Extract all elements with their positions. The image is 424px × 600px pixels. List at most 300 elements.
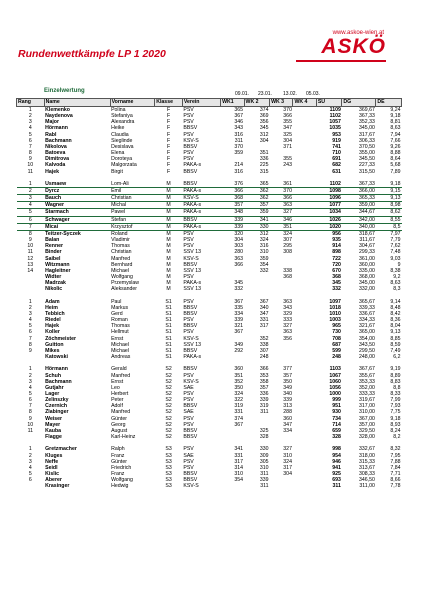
cell-klasse: F xyxy=(166,162,171,169)
cell-klasse: S2 xyxy=(165,409,172,416)
cell-wk4 xyxy=(293,202,316,209)
cell-de: 8,42 xyxy=(390,310,401,317)
cell-klasse: M xyxy=(166,237,171,244)
cell-su: 710 xyxy=(332,150,341,157)
cell-vorname: Franz xyxy=(111,452,125,459)
cell-wk2: 339 xyxy=(259,477,269,484)
cell-de: 7,79 xyxy=(390,237,401,244)
cell-su: 730 xyxy=(332,329,341,336)
cell-dg: 345,50 xyxy=(359,156,375,163)
cell-de: 8,89 xyxy=(390,372,401,379)
cell-verein: PSV xyxy=(183,156,194,163)
cell-dg: 354,00 xyxy=(359,335,375,342)
cell-wk3: 363 xyxy=(283,329,292,336)
cell-name: Bauch xyxy=(44,195,110,202)
cell-rang: 3 xyxy=(17,195,45,202)
cell-de: 8,24 xyxy=(390,427,401,434)
col-klasse: Klasse xyxy=(155,99,183,107)
cell-dg: 317,00 xyxy=(359,403,375,410)
cell-rang: 8 xyxy=(28,341,32,348)
cell-verein: BBSV xyxy=(183,323,198,330)
logo-underline xyxy=(296,60,386,62)
cell-wk2: 325 xyxy=(259,427,269,434)
cell-vorname: Friedrich xyxy=(111,464,132,471)
cell-wk3: 350 xyxy=(283,378,292,385)
cell-de: 8,88 xyxy=(390,150,401,157)
cell-verein: PSV xyxy=(183,131,194,138)
cell-wk2: 312 xyxy=(259,230,269,237)
cell-de: 7,49 xyxy=(390,347,401,354)
cell-rang: 1 xyxy=(28,366,32,373)
cell-su: 631 xyxy=(332,168,341,175)
cell-name: Schuh xyxy=(45,372,61,379)
cell-dg: 366,00 xyxy=(342,188,376,195)
cell-name: Lager xyxy=(45,390,60,397)
cell-vorname: Manfred xyxy=(111,372,131,379)
cell-dg: 353,33 xyxy=(359,378,375,385)
cell-verein: KSV-S xyxy=(183,255,199,262)
cell-wk2: 339 xyxy=(259,397,269,404)
cell-klasse: F xyxy=(166,119,171,126)
cell-de: 7,84 xyxy=(390,464,401,471)
cell-klasse: M xyxy=(166,280,171,287)
cell-wk2: 362 xyxy=(244,188,270,195)
cell-verein: BBSV xyxy=(183,180,198,187)
cell-su: 1109 xyxy=(329,107,341,113)
cell-su: 734 xyxy=(332,415,341,422)
cell-de: 8,66 xyxy=(390,477,401,484)
cell-wk1: 304 xyxy=(234,237,244,244)
website-url[interactable]: www.askoe-wien.at xyxy=(332,30,384,36)
cell-vorname: Gerd xyxy=(111,310,123,317)
cell-vorname: Bernhard xyxy=(111,261,133,268)
cell-wk1: 359 xyxy=(234,150,244,157)
cell-verein: PSV xyxy=(183,446,194,453)
cell-su: 328 xyxy=(332,434,341,441)
cell-klasse: S2 xyxy=(165,421,172,428)
cell-wk3: 317 xyxy=(283,464,292,471)
cell-dg: 311,67 xyxy=(359,237,375,244)
cell-rang: 3 xyxy=(28,310,32,317)
cell-wk3: 334 xyxy=(283,427,292,434)
cell-wk1: 348 xyxy=(221,209,244,216)
cell-de: 8,38 xyxy=(390,267,401,274)
cell-rang: 1 xyxy=(28,446,32,453)
cell-verein: BBSV xyxy=(183,427,198,434)
cell-wk3: 370 xyxy=(270,188,293,195)
cell-su: 1000 xyxy=(329,390,341,397)
cell-rang: 10 xyxy=(27,243,34,250)
cell-name: Zöchmeister xyxy=(45,335,76,342)
cell-verein: BBSV xyxy=(183,434,198,441)
table-row xyxy=(17,188,402,195)
cell-name: Guitton xyxy=(45,341,64,348)
cell-verein: PSV xyxy=(183,464,194,471)
cell-su: 670 xyxy=(332,267,341,274)
cell-klasse: M xyxy=(166,249,171,256)
cell-de: 8,55 xyxy=(376,216,402,223)
cell-klasse: M xyxy=(155,216,183,223)
cell-wk3: 313 xyxy=(283,403,292,410)
cell-vorname: Wolfgang xyxy=(111,274,133,281)
cell-name: Naydenova xyxy=(45,113,73,120)
cell-wk3: 355 xyxy=(283,119,292,126)
cell-rang: 8 xyxy=(28,230,32,237)
cell-su: 693 xyxy=(332,477,341,484)
cell-wk1: 349 xyxy=(234,341,244,348)
cell-rang: 9 xyxy=(28,347,32,354)
cell-de: 9,03 xyxy=(390,255,401,262)
cell-rang: 8 xyxy=(28,409,32,416)
cell-de: 9,18 xyxy=(390,180,401,187)
table-row xyxy=(17,202,402,209)
cell-rang: 6 xyxy=(28,137,32,144)
cell-rang: 9 xyxy=(28,415,32,422)
cell-rang: 5 xyxy=(28,471,32,477)
cell-su: 898 xyxy=(332,249,341,256)
cell-wk2: 352 xyxy=(259,335,269,342)
cell-dg: 299,50 xyxy=(359,347,375,354)
cell-dg: 321,67 xyxy=(359,323,375,330)
cell-dg: 315,50 xyxy=(359,168,375,175)
cell-verein: PAKA-s xyxy=(183,280,202,287)
cell-su: 965 xyxy=(332,323,341,330)
cell-dg: 344,67 xyxy=(342,209,376,216)
cell-de: 8,32 xyxy=(390,446,401,453)
cell-wk1: 320 xyxy=(234,230,244,237)
cell-wk3: 295 xyxy=(283,243,292,250)
cell-klasse: M xyxy=(155,202,183,209)
cell-name: Balan xyxy=(45,237,60,244)
cell-rang: 7 xyxy=(28,143,32,150)
cell-klasse: M xyxy=(166,243,171,250)
cell-name: Binder xyxy=(45,249,62,256)
cell-dg: 319,67 xyxy=(359,397,375,404)
cell-klasse: S2 xyxy=(165,434,172,441)
cell-wk3: 333 xyxy=(283,317,292,324)
cell-dg: 318,67 xyxy=(359,230,375,237)
cell-de: 9,24 xyxy=(390,107,401,113)
cell-wk3: 357 xyxy=(283,372,292,379)
cell-wk3: 304 xyxy=(283,471,292,477)
cell-wk2: 362 xyxy=(244,195,270,202)
cell-rang: 3 xyxy=(28,378,32,385)
cell-rang: 2 xyxy=(28,372,32,379)
cell-vorname: Christian xyxy=(111,249,132,256)
cell-name: Krasinger xyxy=(45,483,70,490)
cell-dg: 361,00 xyxy=(359,255,375,262)
cell-rang: 2 xyxy=(28,113,32,120)
cell-name: Gretzmacher xyxy=(45,446,77,453)
cell-su: 1026 xyxy=(316,216,342,223)
cell-name: Klemenko xyxy=(45,107,70,113)
table-header-row xyxy=(17,99,402,107)
cell-vorname: Roman xyxy=(111,317,128,324)
cell-su: 345 xyxy=(332,280,341,287)
cell-vorname: August xyxy=(111,427,128,434)
cell-rang: 5 xyxy=(28,131,32,138)
cell-klasse: F xyxy=(166,143,171,150)
cell-rang: 5 xyxy=(28,390,32,397)
cell-wk3: 310 xyxy=(283,452,292,459)
cell-verein: BBSV xyxy=(183,143,198,150)
cell-klasse: S2 xyxy=(165,366,172,373)
cell-dg: 355,67 xyxy=(359,372,375,379)
cell-name: Hajek xyxy=(45,168,59,175)
cell-verein: BBSV xyxy=(183,261,198,268)
cell-wk3: 347 xyxy=(283,125,292,132)
cell-wk3: 327 xyxy=(270,209,293,216)
cell-wk1: 335 xyxy=(234,304,244,311)
cell-wk3: 343 xyxy=(283,304,292,311)
cell-rang: 6 xyxy=(28,329,32,336)
cell-dg: 355,00 xyxy=(359,150,375,157)
cell-wk3: 339 xyxy=(283,397,292,404)
cell-de: 5,68 xyxy=(390,162,401,169)
cell-wk1: 345 xyxy=(234,280,244,287)
cell-dg: 345,00 xyxy=(359,125,375,132)
cell-de: 9,13 xyxy=(390,329,401,336)
cell-wk1: 339 xyxy=(221,223,244,230)
cell-name: Dyrcz xyxy=(44,188,110,195)
cell-wk2: 310 xyxy=(259,464,269,471)
cell-name: Micai xyxy=(44,223,110,230)
cell-wk1: 365 xyxy=(234,107,244,113)
cell-su: 1098 xyxy=(316,188,342,195)
cell-name: Wagner xyxy=(44,202,110,209)
cell-su: 946 xyxy=(332,458,341,465)
cell-verein: SSV 13 xyxy=(183,249,201,256)
cell-su: 954 xyxy=(332,452,341,459)
cell-dg: 352,33 xyxy=(359,119,375,126)
cell-wk2: 369 xyxy=(259,113,269,120)
table-row xyxy=(17,209,402,216)
cell-wk1: 331 xyxy=(234,409,244,416)
cell-vorname: Markus xyxy=(111,304,129,311)
cell-dg: 299,33 xyxy=(359,249,375,256)
cell-wk2: 359 xyxy=(259,255,269,262)
cell-wk1: 214 xyxy=(234,162,244,169)
cell-verein: BBSV xyxy=(183,168,198,175)
cell-klasse: S2 xyxy=(165,403,172,410)
cell-vorname: Michal xyxy=(110,202,155,209)
cell-su: 953 xyxy=(332,131,341,138)
cell-su: 1077 xyxy=(316,202,342,209)
cell-wk3: 368 xyxy=(283,274,292,281)
col-vorname: Vorname xyxy=(110,99,155,107)
cell-dg: 335,00 xyxy=(359,267,375,274)
cell-rang: 11 xyxy=(27,168,34,175)
cell-dg: 310,00 xyxy=(359,409,375,416)
cell-wk1: 316 xyxy=(234,131,244,138)
cell-su: 1010 xyxy=(329,310,341,317)
cell-rang: 13 xyxy=(27,261,34,268)
cell-wk3: 377 xyxy=(283,366,292,373)
cell-wk3: 308 xyxy=(283,249,292,256)
cell-verein: BBSV xyxy=(183,403,198,410)
cell-rang: 8 xyxy=(28,150,32,157)
cell-verein: PSV xyxy=(183,458,194,465)
cell-wk1: 319 xyxy=(234,403,244,410)
cell-verein: PSV xyxy=(183,150,194,157)
cell-verein: PSV xyxy=(183,107,194,113)
cell-wk1: 376 xyxy=(234,180,244,187)
cell-dg: 308,33 xyxy=(359,471,375,477)
cell-wk2: 319 xyxy=(259,403,269,410)
cell-de: 9,18 xyxy=(390,113,401,120)
cell-de: 7,88 xyxy=(390,458,401,465)
cell-wk3: 363 xyxy=(283,298,292,305)
cell-de: 8,64 xyxy=(390,156,401,163)
cell-verein: BBSV xyxy=(183,310,198,317)
cell-dg: 360,00 xyxy=(359,261,375,268)
cell-wk2: 307 xyxy=(259,347,269,354)
cell-verein: PSV xyxy=(183,421,194,428)
cell-de: 7,78 xyxy=(390,483,401,490)
cell-wk3: 307 xyxy=(283,237,292,244)
cell-name: Katowski xyxy=(45,354,68,361)
cell-wk2: 311 xyxy=(260,483,269,490)
cell-wk3: 351 xyxy=(270,223,293,230)
cell-klasse: M xyxy=(166,267,171,274)
cell-su: 919 xyxy=(332,137,341,144)
cell-wk1: 370 xyxy=(234,143,244,150)
cell-name: Widter xyxy=(45,274,62,281)
cell-dg: 340,00 xyxy=(342,223,376,230)
cell-wk4 xyxy=(293,230,316,237)
cell-su: 1103 xyxy=(329,366,341,373)
cell-name: Hörmann xyxy=(45,366,68,373)
cell-wk2: 351 xyxy=(259,150,269,157)
cell-klasse: F xyxy=(166,131,171,138)
cell-klasse: M xyxy=(155,188,183,195)
cell-dg: 333,33 xyxy=(359,390,375,397)
cell-rang: 4 xyxy=(28,317,32,324)
cell-rang xyxy=(17,483,45,489)
cell-wk2: 317 xyxy=(259,323,269,330)
cell-dg: 332,00 xyxy=(359,286,375,293)
table-row xyxy=(17,230,402,237)
cell-klasse: S1 xyxy=(165,323,172,330)
cell-klasse: S2 xyxy=(165,372,172,379)
cell-vorname: Ernst xyxy=(111,335,124,342)
cell-verein: PSV xyxy=(183,317,194,324)
cell-wk3: 325 xyxy=(283,131,292,138)
cell-dg: 367,67 xyxy=(359,366,375,373)
cell-verein: PSV xyxy=(183,243,194,250)
cell-klasse: S1 xyxy=(165,298,172,305)
cell-name: Nikolic xyxy=(45,286,63,293)
askoe-logo: ASKÖ xyxy=(321,35,386,58)
cell-de: 7,48 xyxy=(390,249,401,256)
cell-name: Renner xyxy=(45,243,64,250)
cell-klasse: M xyxy=(166,274,171,281)
cell-wk1: 374 xyxy=(234,415,244,422)
cell-klasse: M xyxy=(166,255,171,262)
cell-vorname: Christian xyxy=(110,195,155,202)
cell-rang: 9 xyxy=(28,156,32,163)
cell-klasse: S3 xyxy=(165,483,172,490)
cell-klasse: M xyxy=(166,230,171,237)
cell-dg: 368,00 xyxy=(359,274,375,281)
cell-de: 7,97 xyxy=(390,230,401,237)
cell-wk2: 332 xyxy=(259,267,269,274)
cell-dg: 311,00 xyxy=(359,483,375,490)
cell-dg: 304,67 xyxy=(359,243,375,250)
cell-wk4 xyxy=(293,195,316,202)
cell-vorname: Wolfgang xyxy=(111,477,133,484)
cell-verein: BBSV xyxy=(183,477,198,484)
cell-su: 311 xyxy=(332,483,341,490)
cell-name: Witzmann xyxy=(45,261,70,268)
cell-verein: KSV-S xyxy=(183,137,199,144)
cell-verein: PSV xyxy=(183,372,194,379)
cell-vorname: Franz xyxy=(111,471,125,477)
cell-de: 7,99 xyxy=(390,397,401,404)
cell-verein: SSV 13 xyxy=(183,267,201,274)
cell-su: 925 xyxy=(332,471,341,477)
cell-vorname: Doroteya xyxy=(111,156,133,163)
cell-dg: 329,50 xyxy=(359,427,375,434)
cell-su: 599 xyxy=(332,347,341,354)
col-de: DE xyxy=(376,99,402,107)
cell-dg: 357,00 xyxy=(359,421,375,428)
cell-wk1: 280 xyxy=(234,249,244,256)
cell-name: Adam xyxy=(45,298,60,305)
cell-wk2: 354 xyxy=(259,261,269,268)
col-rang: Rang xyxy=(17,99,45,107)
cell-wk4 xyxy=(293,483,316,489)
cell-vorname: Alexandra xyxy=(111,119,135,126)
cell-dg: 352,00 xyxy=(359,384,375,391)
cell-klasse: M xyxy=(155,223,183,230)
cell-rang: 4 xyxy=(28,384,32,391)
cell-verein: BBSV xyxy=(183,125,198,132)
cell-vorname: Michael xyxy=(111,341,129,348)
cell-rang: 4 xyxy=(28,125,32,132)
cell-verein: BBSV xyxy=(183,304,198,311)
cell-klasse: S1 xyxy=(165,335,172,342)
cell-klasse: S3 xyxy=(165,471,172,477)
cell-vorname: Roland xyxy=(111,230,128,237)
cell-wk1: 324 xyxy=(234,390,244,397)
cell-vorname: Peter xyxy=(111,397,124,404)
cell-dg: 313,67 xyxy=(359,464,375,471)
cell-rang: 7 xyxy=(17,223,45,230)
cell-vorname: Gerald xyxy=(111,366,127,373)
cell-wk1: 311 xyxy=(234,137,244,144)
cell-wk2: 330 xyxy=(259,446,269,453)
table-row xyxy=(17,483,402,489)
date-wk4: 05.03. xyxy=(306,91,320,97)
cell-name: Rabl xyxy=(45,131,57,138)
cell-wk3: 356 xyxy=(283,335,292,342)
cell-vorname: Hellmut xyxy=(111,329,129,336)
cell-vorname: Polina xyxy=(111,107,126,113)
cell-wk3: 329 xyxy=(283,310,292,317)
cell-su: 708 xyxy=(332,335,341,342)
cell-klasse: S1 xyxy=(165,341,172,348)
cell-wk3: 370 xyxy=(283,107,292,113)
cell-de: 6,2 xyxy=(393,354,401,361)
cell-wk1: 341 xyxy=(234,446,244,453)
cell-name: Koller xyxy=(45,329,60,336)
cell-name: Hörmann xyxy=(45,125,68,132)
cell-name: Neffe xyxy=(45,458,59,465)
cell-name: Major xyxy=(45,119,59,126)
cell-name: Zelinszky xyxy=(45,397,69,404)
cell-wk1: 322 xyxy=(234,397,244,404)
